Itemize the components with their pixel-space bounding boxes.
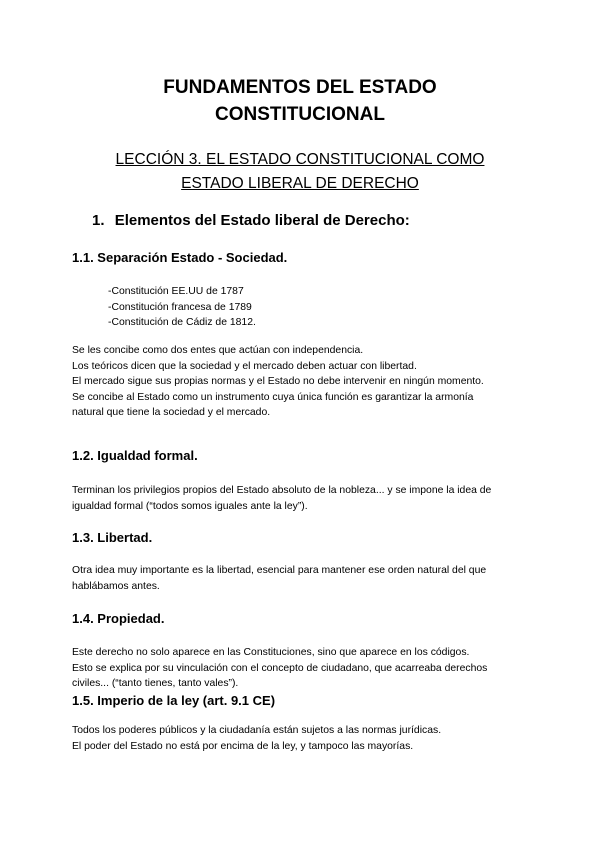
list-item: -Constitución EE.UU de 1787 (108, 286, 244, 297)
document-title (0, 74, 600, 128)
paragraph-line: hablábamos antes. (72, 580, 160, 592)
list-item: -Constitución francesa de 1789 (108, 301, 252, 313)
paragraph-line: El mercado sigue sus propias normas y el Estado no debe intervenir en ningún momento. (72, 376, 484, 387)
section-1-title: Elementos del Estado liberal de Derecho: (114, 212, 410, 229)
paragraph-line: Se les concibe como dos entes que actúan con independencia. (72, 345, 364, 356)
lesson-line-2: ESTADO LIBERAL DE DERECHO (181, 175, 419, 192)
constitution-list (108, 284, 256, 331)
paragraph-line: Se concibe al Estado como un instrumento cuya única función es garantizar la armonía (72, 391, 474, 403)
paragraph-line: igualdad formal (“todos somos iguales ante la ley”). (72, 500, 308, 512)
paragraph-line: civiles... (“tanto tienes, tanto vales”). (72, 678, 239, 689)
subsection-1-2-text (72, 483, 542, 514)
paragraph-line: Este derecho no solo aparece en las Constituciones, sino que aparece en los códigos. (72, 647, 470, 658)
section-1-number: 1. (92, 212, 105, 229)
list-item: -Constitución de Cádiz de 1812. (108, 317, 256, 328)
subsection-1-1-heading: 1.1. Separación Estado - Sociedad. (72, 250, 288, 265)
paragraph-line: Los teóricos dicen que la sociedad y el mercado deben actuar con libertad. (72, 360, 417, 372)
title-line-1: FUNDAMENTOS DEL ESTADO (163, 77, 437, 98)
paragraph-line: Terminan los privilegios propios del Estado absoluto de la nobleza... y se impone la idea de (72, 485, 492, 496)
subsection-1-4-heading: 1.4. Propiedad. (72, 611, 165, 626)
subsection-1-5-heading: 1.5. Imperio de la ley (art. 9.1 CE) (72, 693, 276, 708)
title-line-2: CONSTITUCIONAL (215, 104, 385, 125)
paragraph-line: El poder del Estado no está por encima de la ley, y tampoco las mayorías. (72, 740, 414, 752)
subsection-1-2-heading: 1.2. Igualdad formal. (72, 448, 198, 463)
paragraph-line: Todos los poderes públicos y la ciudadanía están sujetos a las normas jurídicas. (72, 725, 442, 736)
subsection-1-3-heading: 1.3. Libertad. (72, 530, 153, 545)
paragraph-line: natural que tiene la sociedad y el mercado. (72, 407, 271, 418)
paragraph-line: Otra idea muy importante es la libertad, esencial para mantener ese orden natural del que (72, 565, 487, 576)
subsection-1-5-text (72, 723, 542, 754)
subsection-1-1-text (72, 343, 542, 421)
paragraph-line: Esto se explica por su vinculación con el concepto de ciudadano, que acarreaba derechos (72, 662, 488, 674)
subsection-1-3-text (72, 563, 542, 594)
subsection-1-4-text (72, 645, 542, 692)
lesson-line-1: LECCIÓN 3. EL ESTADO CONSTITUCIONAL COMO (115, 151, 485, 168)
lesson-title (0, 148, 600, 196)
section-1-heading (92, 212, 410, 229)
